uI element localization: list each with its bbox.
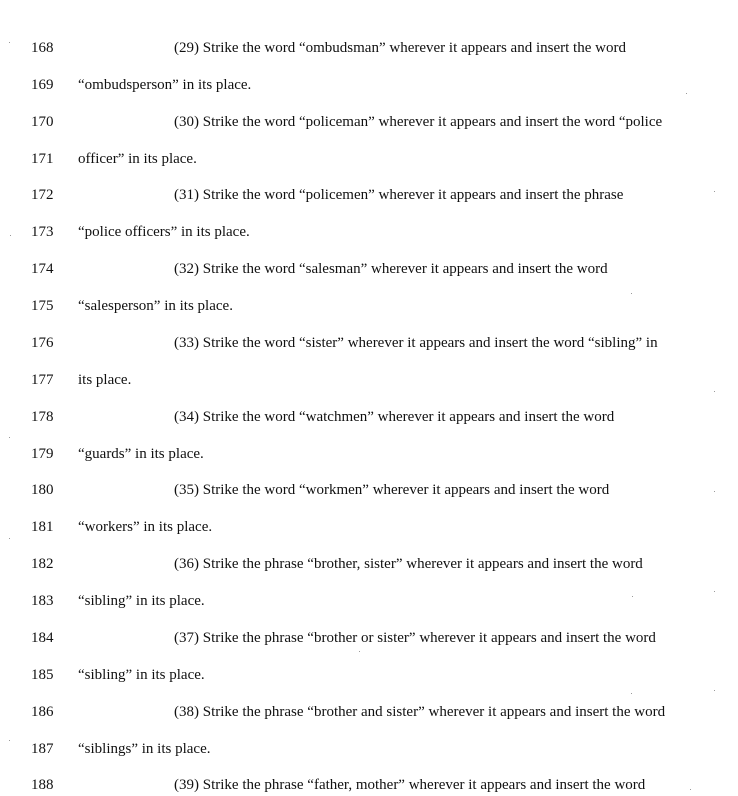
line-number: 188	[31, 777, 54, 793]
line-number: 184	[31, 630, 54, 646]
document-line	[0, 221, 738, 243]
document-line	[0, 332, 738, 354]
line-text: “sibling” in its place.	[78, 667, 205, 683]
document-line	[0, 369, 738, 391]
scan-speck	[714, 191, 715, 192]
line-number: 172	[31, 187, 54, 203]
scan-speck	[714, 391, 715, 392]
document-line	[0, 443, 738, 465]
line-text: “ombudsperson” in its place.	[78, 77, 252, 93]
line-text: (36) Strike the phrase “brother, sister” wherever it appears and insert the word	[174, 556, 643, 572]
document-line	[0, 774, 738, 796]
line-number: 183	[31, 593, 54, 609]
document-line	[0, 664, 738, 686]
scan-speck	[632, 596, 633, 597]
document-line	[0, 74, 738, 96]
line-text: “workers” in its place.	[78, 519, 213, 535]
scan-speck	[359, 651, 360, 652]
line-text: (31) Strike the word “policemen” wherever it appears and insert the phrase	[174, 187, 624, 203]
line-number: 181	[31, 519, 54, 535]
document-line	[0, 516, 738, 538]
document-line	[0, 184, 738, 206]
line-number: 174	[31, 261, 54, 277]
document-line	[0, 627, 738, 649]
line-text: “guards” in its place.	[78, 446, 204, 462]
line-text: “salesperson” in its place.	[78, 298, 233, 314]
line-number: 182	[31, 556, 54, 572]
scan-speck	[9, 538, 10, 539]
document-line	[0, 406, 738, 428]
scan-speck	[686, 93, 687, 94]
scan-speck	[714, 491, 715, 492]
line-number: 176	[31, 335, 54, 351]
scan-speck	[9, 42, 10, 43]
document-line	[0, 148, 738, 170]
scan-speck	[690, 789, 691, 790]
line-number: 180	[31, 482, 54, 498]
line-text: “police officers” in its place.	[78, 224, 250, 240]
line-text: its place.	[78, 372, 132, 388]
line-text: (30) Strike the word “policeman” wherever it appears and insert the word “police	[174, 114, 663, 130]
document-line	[0, 37, 738, 59]
line-number: 187	[31, 741, 54, 757]
line-number: 186	[31, 704, 54, 720]
line-text: “siblings” in its place.	[78, 741, 211, 757]
line-number: 169	[31, 77, 54, 93]
document-line	[0, 701, 738, 723]
line-number: 178	[31, 409, 54, 425]
document-line	[0, 111, 738, 133]
document-line	[0, 258, 738, 280]
line-number: 171	[31, 151, 54, 167]
scan-speck	[714, 690, 715, 691]
line-text: “sibling” in its place.	[78, 593, 205, 609]
line-number: 175	[31, 298, 54, 314]
line-number: 170	[31, 114, 54, 130]
line-text: officer” in its place.	[78, 151, 197, 167]
line-number: 179	[31, 446, 54, 462]
line-text: (29) Strike the word “ombudsman” wherever it appears and insert the word	[174, 40, 626, 56]
document-line	[0, 295, 738, 317]
line-number: 168	[31, 40, 54, 56]
line-text: (32) Strike the word “salesman” wherever it appears and insert the word	[174, 261, 608, 277]
scan-speck	[10, 235, 11, 236]
line-text: (33) Strike the word “sister” wherever it appears and insert the word “sibling” in	[174, 335, 658, 351]
line-number: 177	[31, 372, 54, 388]
document-line	[0, 738, 738, 760]
line-text: (37) Strike the phrase “brother or sister” wherever it appears and insert the word	[174, 630, 656, 646]
scan-speck	[631, 693, 632, 694]
scan-speck	[9, 740, 10, 741]
document-line	[0, 479, 738, 501]
scan-speck	[9, 437, 10, 438]
document-line	[0, 553, 738, 575]
line-text: (35) Strike the word “workmen” wherever it appears and insert the word	[174, 482, 610, 498]
line-text: (38) Strike the phrase “brother and sister” wherever it appears and insert the word	[174, 704, 666, 720]
line-number: 173	[31, 224, 54, 240]
document-line	[0, 590, 738, 612]
scan-speck	[714, 591, 715, 592]
scan-speck	[631, 293, 632, 294]
line-text: (34) Strike the word “watchmen” wherever it appears and insert the word	[174, 409, 615, 425]
line-number: 185	[31, 667, 54, 683]
line-text: (39) Strike the phrase “father, mother” wherever it appears and insert the word	[174, 777, 646, 793]
